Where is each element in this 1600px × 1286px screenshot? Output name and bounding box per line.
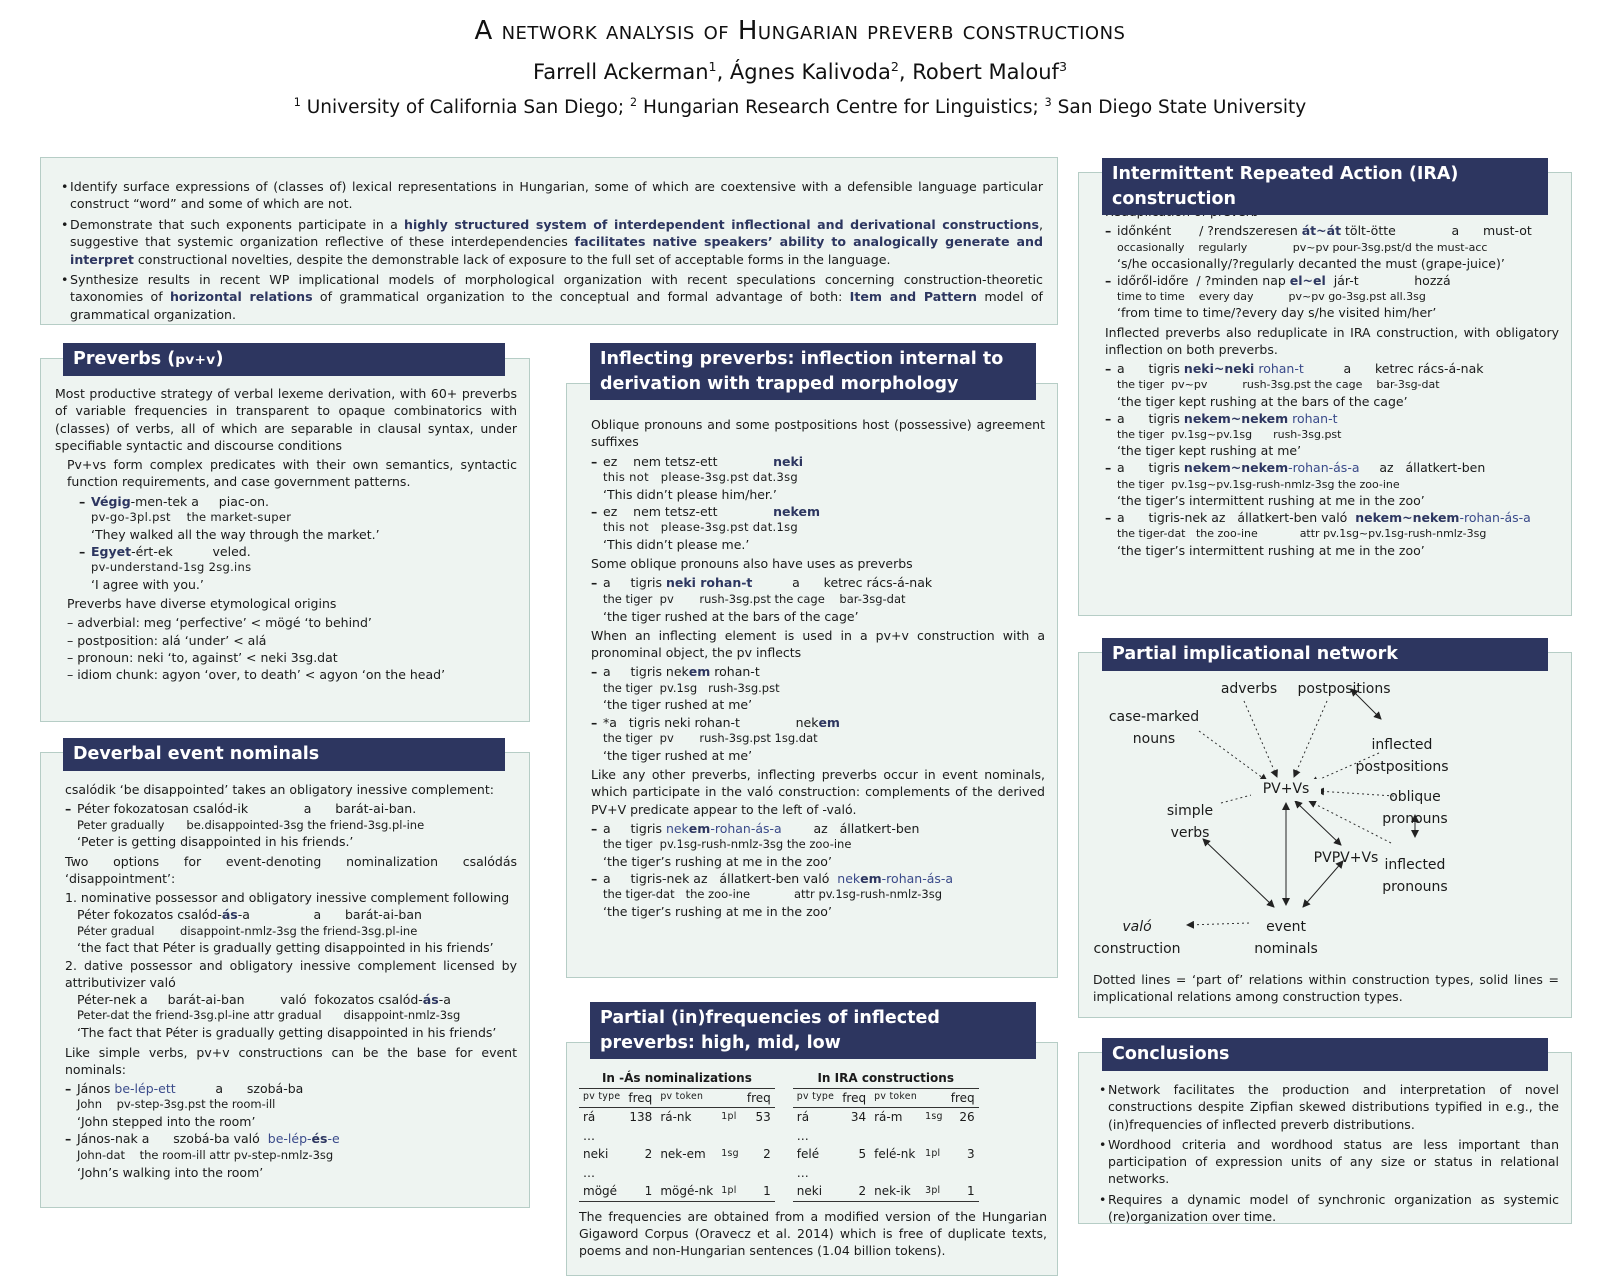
valo-note: Like any other preverbs, inflecting preverbs occur in event nominals, which participate in the való construction: complements of the derived PV+V predicate appear to the left of -való.: [591, 767, 1045, 817]
table-cell: mögé-nk: [656, 1182, 717, 1201]
conclusion-3: • Requires a dynamic model of synchronic organization as systemic (re)organization over time.: [1099, 1191, 1559, 1226]
intro-bullet-2: • Demonstrate that such exponents participate in a highly structured system of interdependent inflectional and derivational constructions, suggestive that systemic organization reflective of these interdependencies facilitates native speakers’ ability to analogically generate and interpret constructional novelties, despite the demonstrable lack of exposure to the full set of acceptable forms in the language.: [61, 216, 1043, 268]
node-case-marked-nouns: case-marked nouns: [1108, 709, 1200, 747]
node-valo-construction: való construction: [1093, 919, 1181, 957]
etymology-list: – adverbial: meg ‘perfective’ < mögé ‘to behind’ – postposition: alá ‘under’ < alá – pronoun: neki ‘to, against’ < neki 3sg.dat – idiom chunk: agyon ‘over, to death’ < agyon ‘on the head’: [67, 615, 446, 683]
table-cell: 1sg: [721, 1148, 739, 1159]
table-cell: …: [796, 1128, 809, 1143]
table-cell: rá: [583, 1110, 596, 1125]
freqs-box: [566, 1042, 1058, 1276]
example-nekem: – ez nem tetsz-ett nekem this not please-3sg.pst dat.1sg ‘This didn’t please me.’: [591, 503, 820, 552]
table-cell: …: [583, 1165, 595, 1180]
example-ira-5: – a tigris nekem~nekem-rohan-ás-a az állatkert-ben the tiger pv.1sg~pv.1sg-rush-nmlz-3sg the zoo-ine ‘the tiger’s intermittent rushing at me in the zoo’: [1105, 460, 1486, 508]
oblique-note: Oblique pronouns and some postpositions host (possessive) agreement suffixes: [591, 417, 1045, 450]
table-cell: 2: [644, 1147, 653, 1162]
example-janos-1: – János be-lép-ett a szobá-ba John pv-step-3sg.pst the room-ill ‘John stepped into the room’: [65, 1081, 304, 1130]
example-ira-6: – a tigris-nek az állatkert-ben való nekem~nekem-rohan-ás-a the tiger-dat the zoo-ine attr pv.1sg~pv.1sg-rush-nmlz-3sg ‘the tiger’s intermittent rushing at me in the zoo’: [1105, 510, 1531, 558]
table-cell: [624, 1127, 656, 1146]
inflected-redup-note: Inflected preverbs also reduplicate in IRA construction, with obligatory inflection on both preverbs.: [1105, 324, 1559, 357]
conclusions-header: Conclusions: [1102, 1038, 1548, 1071]
option-1: 1. nominative possessor and obligatory inessive complement following Péter fokozatos csalód-ás-a a barát-ai-ban Péter gradual disappoint-nmlz-3sg the friend-3sg.pl-ine ‘the fact that Péter is gradually getting disappointed in his friends’: [65, 890, 510, 956]
table-cell: …: [583, 1128, 595, 1143]
table-cell: [717, 1164, 743, 1183]
table-cell: nek-ik: [870, 1182, 921, 1201]
table-cell: 3pl: [921, 1182, 947, 1201]
options-heading: Two options for event-denoting nominalization csalódás ‘disappointment’:: [65, 853, 517, 886]
table-row: [579, 1127, 775, 1146]
table-cell: 1: [743, 1182, 775, 1201]
author-line: Farrell Ackerman$^1$, Ágnes Kalivoda$^2$, Robert Malouf$^3$: [533, 59, 1067, 84]
freq-table-ira: In IRA constructions pv type freq pv token freq rá 34 rá-m 1sg 26 … felé 5 felé-nk 1pl 3 … neki 2 nek-ik 3pl 1: [793, 1069, 979, 1202]
example-ira-4: – a tigris nekem~nekem rohan-t the tiger pv.1sg~pv.1sg rush-3sg.pst ‘the tiger kept rushing at me’: [1105, 410, 1342, 459]
author-1: Farrell Ackerman: [533, 60, 709, 84]
network-header: Partial implicational network: [1102, 638, 1548, 671]
table-cell: felé: [796, 1147, 820, 1162]
etymology-heading: Preverbs have diverse etymological origins: [67, 596, 337, 612]
preverbs-intro: Most productive strategy of verbal lexeme derivation, with 60+ preverbs of variable frequencies in transparent to opaque combinatorics with (classes) of verbs, all of which are separable in clausal syntax, under specifiable syntactic and discourse conditions: [55, 386, 517, 453]
table-cell: [743, 1164, 775, 1183]
conclusions-box: [1078, 1052, 1572, 1224]
node-adverbs: adverbs: [1220, 681, 1278, 697]
table-cell: [624, 1164, 656, 1183]
example-tigris-2: – a tigris nekem rohan-t the tiger pv.1sg rush-3sg.pst ‘the tiger rushed at me’: [591, 664, 780, 713]
pv-inflects-note: When an inflecting element is used in a pv+v construction with a pronominal object, the pv inflects: [591, 627, 1045, 661]
edge-postpositions-pvvs: [1294, 701, 1327, 777]
intro-bullet-1: • Identify surface expressions of (classes of) lexical representations in Hungarian, some of which are coextensive with a defensible language particular construct “word” and some of which are not.: [61, 178, 1043, 213]
poster-title: A network analysis of Hungarian preverb constructions: [474, 16, 1126, 46]
table-row: [579, 1182, 775, 1201]
table-cell: [870, 1164, 921, 1183]
node-simple-verbs: simple verbs: [1166, 803, 1214, 841]
table-cell: …: [796, 1165, 809, 1180]
table-cell: 1pl: [717, 1182, 743, 1201]
edge-adverbs-pvvs: [1244, 701, 1277, 777]
table-cell: [947, 1127, 979, 1146]
network-caption: Dotted lines = ‘part of’ relations within construction types, solid lines = implicational relations among construction types.: [1093, 972, 1559, 1005]
table-cell: [717, 1127, 743, 1146]
freq-tables: [579, 1069, 1047, 1202]
table-cell: [743, 1127, 775, 1146]
freq-table-nominalizations: In -Ás nominalizations pv type freq pv token freq rá 138 rá-nk 1pl 53 … neki 2 nek-em 1sg 2 … mögé 1 mögé-nk 1pl 1: [579, 1069, 775, 1202]
simple-verbs-note: Like simple verbs, pv+v constructions can be the base for event nominals:: [65, 1044, 517, 1077]
example-janos-2: – János-nak a szobá-ba való be-lép-és-e John-dat the room-ill attr pv-step-nmlz-3sg ‘John’s walking into the room’: [65, 1131, 340, 1180]
example-tigris-1: – a tigris neki rohan-t a ketrec rács-á-nak the tiger pv rush-3sg.pst the cage bar-3sg-dat ‘the tiger rushed at the bars of the cage’: [591, 575, 933, 624]
table-cell: 1pl: [925, 1148, 941, 1159]
table-cell: 5: [858, 1147, 867, 1162]
table-cell: 1pl: [721, 1110, 737, 1122]
example-ira-2: – időről-időre / ?minden nap el~el jár-t hozzá time to time every day pv~pv go-3sg.pst all.3sg ‘from time to time/?every day s/he visited him/her’: [1105, 272, 1451, 321]
table-cell: rá-m: [874, 1110, 903, 1125]
table-cell: felé-nk: [874, 1147, 916, 1162]
example-tigris-3: – *a tigris neki rohan-t nekem the tiger pv rush-3sg.pst 1sg.dat ‘the tiger rushed at me’: [591, 714, 840, 763]
table-cell: [838, 1164, 870, 1183]
nominals-header: Deverbal event nominals: [63, 738, 505, 771]
edge-casenouns-pvvs: [1199, 731, 1267, 781]
table-cell: rá: [796, 1110, 810, 1125]
ira-box: [1078, 172, 1572, 616]
affiliation-2: Hungarian Research Centre for Linguistics: [642, 97, 1033, 119]
freqs-header: Partial (in)frequencies of inflected preverbs: high, mid, low: [590, 1002, 1036, 1059]
table-cell: [656, 1164, 717, 1183]
table-row: [579, 1164, 775, 1183]
table-row: [793, 1127, 979, 1146]
affiliation-line: $^1$ University of California San Diego; $^2$ Hungarian Research Centre for Linguistics; $^3$ San Diego State University: [293, 96, 1307, 119]
table-row: [579, 1108, 775, 1127]
preverbs-box: [40, 358, 530, 722]
table-cell: rá-nk: [660, 1110, 692, 1125]
table-cell: [947, 1164, 979, 1183]
preverb-use-note: Some oblique pronouns also have uses as preverbs: [591, 556, 913, 572]
example-ira-1: – időnként / ?rendszeresen át~át tölt-ötte a must-ot occasionally regularly pv~pv pour-3sg.pst/d the must-acc ‘s/he occasionally/?regularly decanted the must (grape-juice)’: [1105, 223, 1532, 271]
affiliation-3: San Diego State University: [1057, 97, 1307, 119]
inflecting-header: Inflecting preverbs: inflection internal to derivation with trapped morphology: [590, 343, 1036, 400]
inflecting-box: [566, 383, 1058, 978]
table-cell: 53: [755, 1110, 771, 1125]
table-cell: 1: [624, 1182, 656, 1201]
table-cell: neki: [583, 1147, 609, 1162]
node-postpositions: postpositions: [1297, 681, 1391, 697]
network-box: [1078, 652, 1572, 1018]
node-inflected-pronouns: inflected pronouns: [1382, 857, 1448, 895]
node-pvvs: PV+Vs: [1251, 779, 1321, 801]
node-oblique-pronouns: oblique pronouns: [1382, 789, 1448, 827]
edge-pvvs-pvpvvs: [1295, 801, 1341, 845]
nominals-box: [40, 752, 530, 1208]
table-cell: [870, 1127, 921, 1146]
edge-event-valo: [1187, 923, 1249, 925]
example-tigris-4: – a tigris nekem-rohan-ás-a az állatkert-ben the tiger pv.1sg-rush-nmlz-3sg the zoo-ine ‘the tiger’s rushing at me in the zoo’: [591, 820, 920, 869]
table-cell: [838, 1127, 870, 1146]
table-cell: nek-em: [660, 1147, 706, 1162]
example-egyet: – Egyet-ért-ek veled. pv-understand-1sg 2sg.ins ‘I agree with you.’: [79, 543, 252, 592]
example-vegig: – Végig-men-tek a piac-on. pv-go-3pl.pst the market-super ‘They walked all the way through the market.’: [79, 493, 380, 542]
csalodik-intro: csalódik ‘be disappointed’ takes an obligatory inessive complement:: [65, 782, 494, 797]
table-cell: [921, 1164, 947, 1183]
table-row: [793, 1164, 979, 1183]
example-tigris-5: – a tigris-nek az állatkert-ben való nekem-rohan-ás-a the tiger-dat the zoo-ine attr pv.1sg-rush-nmlz-3sg ‘the tiger’s rushing at me in the zoo’: [591, 871, 954, 920]
table-row: [793, 1108, 979, 1127]
conclusion-2: • Wordhood criteria and wordhood status are less important than participation of expression units of any size or status in relational networks.: [1099, 1136, 1559, 1188]
table-cell: 26: [959, 1110, 975, 1125]
intro-bullet-3: • Synthesize results in recent WP implicational models of morphological organization with recent speculations concerning construction-theoretic taxonomies of horizontal relations of grammatical organization to the conceptual and formal advantage of both: Item and Pattern model of grammatical organization.: [61, 271, 1043, 323]
option-2: 2. dative possessor and obligatory inessive complement licensed by attributivizer való Péter-nek a barát-ai-ban való fokozatos csalód-ás-a Peter-dat the friend-3sg.pl-ine attr gradual disappoint-nmlz-3sg ‘The fact that Péter is gradually getting disappointed in his friends’: [65, 957, 517, 1041]
table-cell: 34: [850, 1110, 867, 1125]
author-3: Robert Malouf: [912, 60, 1059, 84]
node-pvpvvs: PVPV+Vs: [1313, 850, 1379, 866]
table-cell: [656, 1127, 717, 1146]
table-cell: [921, 1127, 947, 1146]
table-cell: 3: [967, 1147, 975, 1162]
intro-box: [40, 157, 1058, 325]
table-cell: mögé: [579, 1182, 624, 1201]
preverbs-complex: Pv+vs form complex predicates with their own semantics, syntactic function requirements, and case government patterns.: [67, 457, 517, 490]
node-event-nominals: event nominals: [1254, 919, 1318, 957]
ira-header: Intermittent Repeated Action (IRA) construction: [1102, 158, 1548, 215]
table-row: [793, 1145, 979, 1164]
author-2: Ágnes Kalivoda: [729, 60, 891, 84]
edge-simple-event: [1203, 839, 1274, 907]
table-cell: 1sg: [925, 1110, 943, 1122]
conclusion-1: • Network facilitates the production and interpretation of novel constructions despite Zipfian skewed distributions typified in e.g., the (in)frequencies of inflected preverb distributions.: [1099, 1081, 1559, 1133]
table-cell: neki: [793, 1182, 838, 1201]
node-inflected-postpositions: inflected postpositions: [1355, 737, 1449, 775]
affiliation-1: University of California San Diego: [306, 97, 618, 119]
table-cell: 1: [947, 1182, 979, 1201]
example-ira-3: – a tigris neki~neki rohan-t a ketrec rács-á-nak the tiger pv~pv rush-3sg.pst the cage bar-3sg-dat ‘the tiger kept rushing at the bars of the cage’: [1105, 361, 1484, 409]
table-cell: 138: [629, 1110, 653, 1125]
table-row: [579, 1145, 775, 1164]
example-neki: – ez nem tetsz-ett neki this not please-3sg.pst dat.3sg ‘This didn’t please him/her.’: [591, 453, 804, 502]
table-cell: 2: [763, 1147, 771, 1162]
example-csalodik: – Péter fokozatosan csalód-ik a barát-ai-ban. Peter gradually be.disappointed-3sg the friend-3sg.pl-ine ‘Peter is getting disappointed in his friends.’: [65, 801, 425, 850]
freq-note: The frequencies are obtained from a modified version of the Hungarian Gigaword Corpus (Oravecz et al. 2014) which is free of duplicate texts, poems and non-Hungarian sentences (1.04 billion tokens).: [579, 1208, 1047, 1259]
table-row: [793, 1182, 979, 1201]
table-cell: 2: [838, 1182, 870, 1201]
preverbs-header: Preverbs (pv+v): [63, 343, 505, 376]
